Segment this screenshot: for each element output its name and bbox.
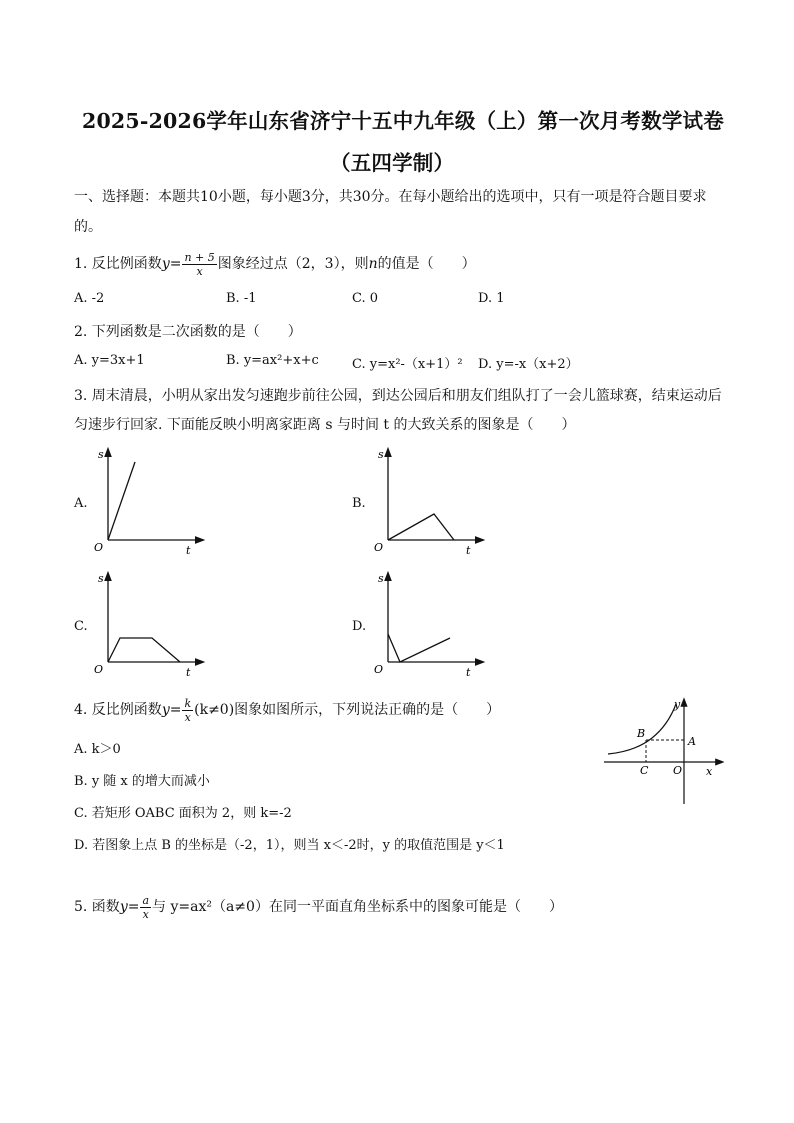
q4-option-d: D. 若图象上点 B 的坐标是（-2，1），则当 x＜-2时，y 的取值范围是 y＜1	[74, 838, 505, 853]
question-4-stem	[74, 696, 500, 724]
q5-frac-num: a	[142, 893, 150, 907]
q4-rest: (k≠0)图象如图所示，下列说法正确的是（ ）	[194, 702, 501, 718]
q1-var: n	[368, 256, 378, 272]
question-3-line1: 3. 周末清晨，小明从家出发匀速跑步前往公园，到达公园后和朋友们组队打了一会儿篮球赛，结束运动后	[74, 388, 722, 404]
q2-option-b: B. y=ax²+x+c	[226, 353, 319, 368]
q4-frac-num: k	[184, 696, 192, 710]
q3d-t-label: t	[466, 666, 471, 679]
q4-frac-den: x	[184, 710, 191, 724]
q3a-curve	[108, 462, 135, 540]
q4-prefix: 4. 反比例函数	[74, 702, 162, 718]
q3a-s-label: s	[98, 448, 104, 461]
q3b-curve	[388, 514, 454, 540]
q4-option-a: A. k＞0	[74, 742, 121, 757]
q5-rest: 与 y=ax²（a≠0）在同一平面直角坐标系中的图象可能是（ ）	[152, 899, 563, 915]
question-3-line2: 匀速步行回家. 下面能反映小明离家距离 s 与时间 t 的大致关系的图象是（ ）	[74, 417, 576, 433]
q4-option-c: C. 若矩形 OABC 面积为 2，则 k=-2	[74, 806, 292, 821]
q4-origin-label: O	[673, 764, 683, 777]
q1-rest: 图象经过点（2，3），则	[217, 256, 369, 272]
q1-option-c: C. 0	[352, 291, 379, 306]
q3b-s-label: s	[378, 448, 384, 461]
q1-option-a: A. -2	[74, 291, 105, 306]
page-title: 2025-2026学年山东省济宁十五中九年级（上）第一次月考数学试卷	[82, 109, 724, 133]
q3a-t-label: t	[186, 544, 191, 557]
q3d-curve	[388, 634, 450, 662]
section-intro-line1: 一、选择题：本题共10小题，每小题3分，共30分。在每小题给出的选项中，只有一项是符合题目要求	[74, 189, 707, 205]
q5-frac-den: x	[142, 907, 149, 921]
q5-y-eq: y=	[119, 899, 140, 915]
q4-x-label: x	[706, 765, 713, 778]
q3c-origin-label: O	[94, 663, 104, 676]
q1-fraction	[182, 251, 216, 278]
q2-option-d: D. y=-x（x+2）	[478, 357, 579, 372]
page-subtitle: （五四学制）	[330, 151, 455, 175]
q4-y-label: y	[674, 698, 681, 711]
q1-frac-num: n + 5	[184, 250, 215, 264]
q1-frac-den: x	[196, 264, 203, 278]
q1-prefix: 1. 反比例函数	[74, 256, 162, 272]
q4-fraction	[182, 697, 193, 724]
q3d-s-label: s	[378, 572, 384, 585]
question-1-stem	[74, 250, 476, 278]
q3b-t-label: t	[466, 544, 471, 557]
q2-option-c: C. y=x²-（x+1）²	[352, 357, 463, 372]
q3-graph-b	[368, 444, 488, 558]
q4-point-a: A	[688, 735, 696, 748]
q1-end: 的值是（ ）	[377, 256, 476, 272]
q3c-s-label: s	[98, 572, 104, 585]
question-5-stem	[74, 893, 563, 921]
q4-y-eq: y=	[161, 702, 182, 718]
q3-graph-c	[88, 568, 208, 682]
section-intro-line2: 的。	[74, 219, 102, 235]
q3b-origin-label: O	[374, 541, 384, 554]
q3-graph-b-label: B.	[352, 496, 366, 511]
question-2-stem: 2. 下列函数是二次函数的是（ ）	[74, 324, 302, 340]
q4-option-b: B. y 随 x 的增大而减小	[74, 774, 210, 789]
q3-graph-c-label: C.	[74, 619, 88, 634]
q3-graph-d-label: D.	[352, 619, 367, 634]
q4-point-c: C	[640, 764, 649, 777]
q3a-origin-label: O	[94, 541, 104, 554]
q3c-curve	[108, 638, 180, 662]
q3-graph-a-label: A.	[74, 496, 88, 511]
q1-option-d: D. 1	[478, 291, 505, 306]
q1-option-b: B. -1	[226, 291, 257, 306]
q3d-origin-label: O	[374, 663, 384, 676]
q5-prefix: 5. 函数	[74, 899, 120, 915]
q3-graph-d	[368, 568, 488, 682]
q5-fraction	[140, 894, 151, 921]
q4-figure	[600, 696, 724, 808]
q2-option-a: A. y=3x+1	[74, 353, 145, 368]
q3c-t-label: t	[186, 666, 191, 679]
q4-point-b: B	[637, 727, 646, 740]
q1-y-eq: y=	[161, 256, 182, 272]
q3-graph-a	[88, 444, 208, 558]
